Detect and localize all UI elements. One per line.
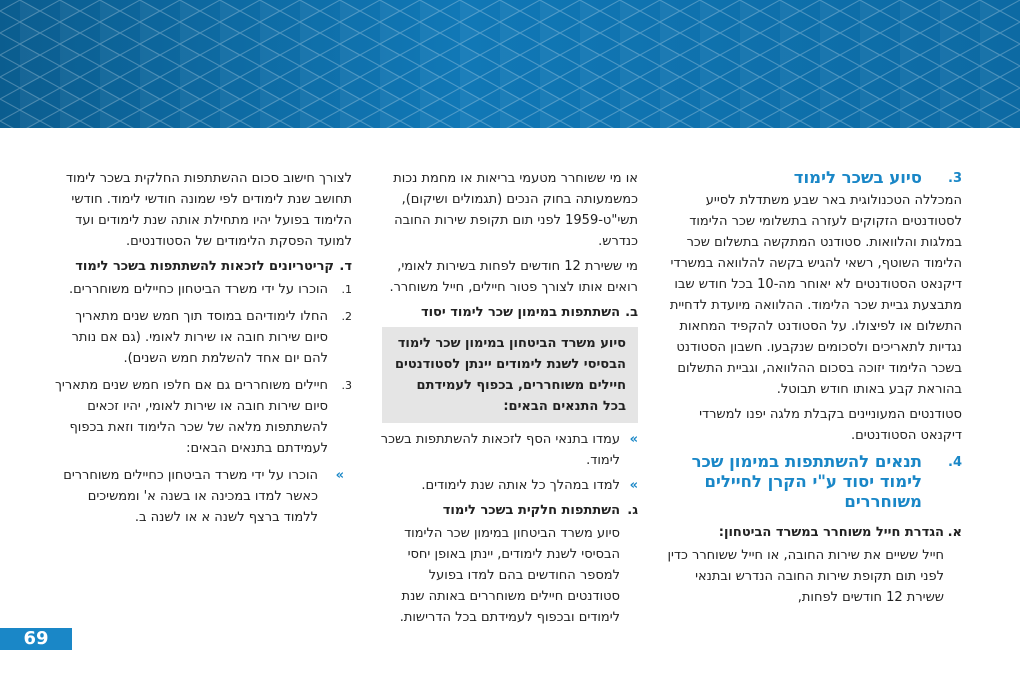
header-banner <box>0 0 1020 128</box>
bullet-text: למדו במהלך כל אותה שנת לימודים. <box>421 478 620 493</box>
subsection-c-title: השתתפות חלקית בשכר לימוד <box>442 503 620 518</box>
section-4-number: 4. <box>948 455 962 470</box>
subsection-b-title: השתתפות במימון שכר לימוד יסוד <box>420 305 620 320</box>
item-number: 2. <box>341 310 352 323</box>
section-3-title: סיוע בשכר לימוד <box>793 168 922 187</box>
section-4-title: תנאים להשתתפות במימון שכר לימוד יסוד ע"י הקרן לחיילים משוחררים <box>691 452 922 511</box>
subsection-c-text: סיוע משרד הביטחון במימון שכר הלימוד הבסיסי לשנת לימודים, יינתן באופן יחסי למספר החודשים בהם למדו בפועל סטודנטים חיילים משוחררים באותה שנת לימודים ובכפוף לעמידתם בכל הדרישות. <box>399 526 620 625</box>
subsection-b-letter: ב. <box>625 305 638 320</box>
subsection-d-letter: ד. <box>339 259 352 274</box>
subsection-a-text: חייל ששיים את שירות החובה, או חייל ששוחרר כדין לפני תום תקופת שירות החובה הנדרש ובתנאי ששירת 12 חודשים לפחות, <box>667 548 944 605</box>
highlight-box: סיוע משרד הביטחון במימון שכר לימוד הבסיסי לשנת לימודים יינתן לסטודנטים חיילים משוחררים, בכפוף לעמידתם בכל התנאים הבאים: <box>382 327 638 423</box>
page-number: 69 <box>23 628 49 649</box>
list-item <box>52 465 352 528</box>
list-item <box>52 375 352 459</box>
section-3-number: 3. <box>948 171 962 186</box>
section-3-paragraph-2: סטודנטים המעוניינים בקבלת מלגה יפנו למשרדי דיקנאט הסטודנטים. <box>699 407 962 443</box>
bullet-icon: » <box>335 468 344 483</box>
bullet-icon: » <box>629 478 638 493</box>
section-3-paragraph-1: המכללה הטכנולוגית באר שבע משתדלת לסייע לסטודנטים הזקוקים לעזרה בתשלומי שכר הלימוד במלגות והלוואות. סטודנט המתקשה בתשלום שכר הלימוד השוטף, רשאי להגיש בקשה להלוואה במשרדי דיקנאט הסטודנטים לא יאוחר מה-10 בכל חודש שבו מתבצעת גביית שכר הלימוד. ההלוואה מיועדת לדחיית התשלום או לפיצולו. על הסטודנט להקפיד המחאות נגדיות לתאריכים ולסכומים שנקבעו. חשבון הסטודנט בשכר הלימוד יזוכה בסכום ההלוואה, וגביית התשלום בהוראת קבע באותו חודש תבוטל. <box>669 193 962 397</box>
list-item <box>52 279 352 300</box>
list-item <box>52 306 352 369</box>
middle-paragraph-2: מי ששירת 12 חודשים לפחות בשירות לאומי, רואים אותו לצורך פטור חיילים, חייל משוחרר. <box>389 259 638 295</box>
diamond-pattern <box>0 0 1020 128</box>
list-item <box>376 475 638 496</box>
item-number: 3. <box>341 379 352 392</box>
item-text: חיילים משוחררים גם אם חלפו חמש שנים מתאריך סיום שירות חובה או שירות לאומי, יהיו זכאים להשתתפות מלאה של שכר הלימוד וזאת בכפוף לעמידתם בתנאים הבאים: <box>54 378 328 456</box>
item-text: הוכרו על ידי משרד הביטחון כחיילים משוחררים. <box>69 282 328 297</box>
left-column <box>52 168 352 532</box>
subsection-c-letter: ג. <box>627 503 638 518</box>
middle-column <box>376 168 638 632</box>
item-number: 1. <box>341 283 352 296</box>
subsection-a-heading <box>667 522 962 543</box>
left-paragraph-1: לצורך חישוב סכום ההשתתפות החלקית בשכר לימוד תחושב שנת לימודים לפי שמונה חודשי לימוד. חודשי הלימוד בפועל יהיו מתחילת אותה שנת לימודים ועד למועד הפסקת הלימודים של הסטודנטים. <box>65 171 352 249</box>
subsection-a-letter: א. <box>947 525 962 540</box>
list-item <box>376 429 638 471</box>
section-3-heading <box>667 168 962 188</box>
bullet-text: עמדו בתנאי הסף לזכאות להשתתפות בשכר לימוד. <box>380 432 620 468</box>
right-column <box>667 168 962 612</box>
subsection-b-heading <box>376 302 638 323</box>
item-text: החלו לימודיהם במוסד תוך חמש שנים מתאריך סיום שירות חובה או שירות לאומי. (גם אם נותר להם יום אחד להשלמת חמש השנים). <box>71 309 328 366</box>
subsection-a-title: הגדרת חייל משוחרר במשרד הביטחון: <box>718 525 944 540</box>
subsection-d-heading <box>52 256 352 277</box>
bullet-text: הוכרו על ידי משרד הביטחון כחיילים משוחררים כאשר למדו במכינה או בשנה א' וממשיכים ללמוד ברצף לשנה א או לשנה ב. <box>63 468 318 525</box>
bullet-icon: » <box>629 432 638 447</box>
middle-paragraph-1: או מי ששוחרר מטעמי בריאות או מחמת נכות כמשמעותה בחוק הנכים (תגמולים ושיקום), תשי"ט-1959 לפני תום תקופת שירות החובה כנדרש. <box>393 171 638 249</box>
subsection-c-heading <box>376 500 638 521</box>
section-4-heading <box>667 452 962 512</box>
subsection-d-title: קריטריונים לזכאות להשתתפות בשכר לימוד <box>75 259 334 274</box>
